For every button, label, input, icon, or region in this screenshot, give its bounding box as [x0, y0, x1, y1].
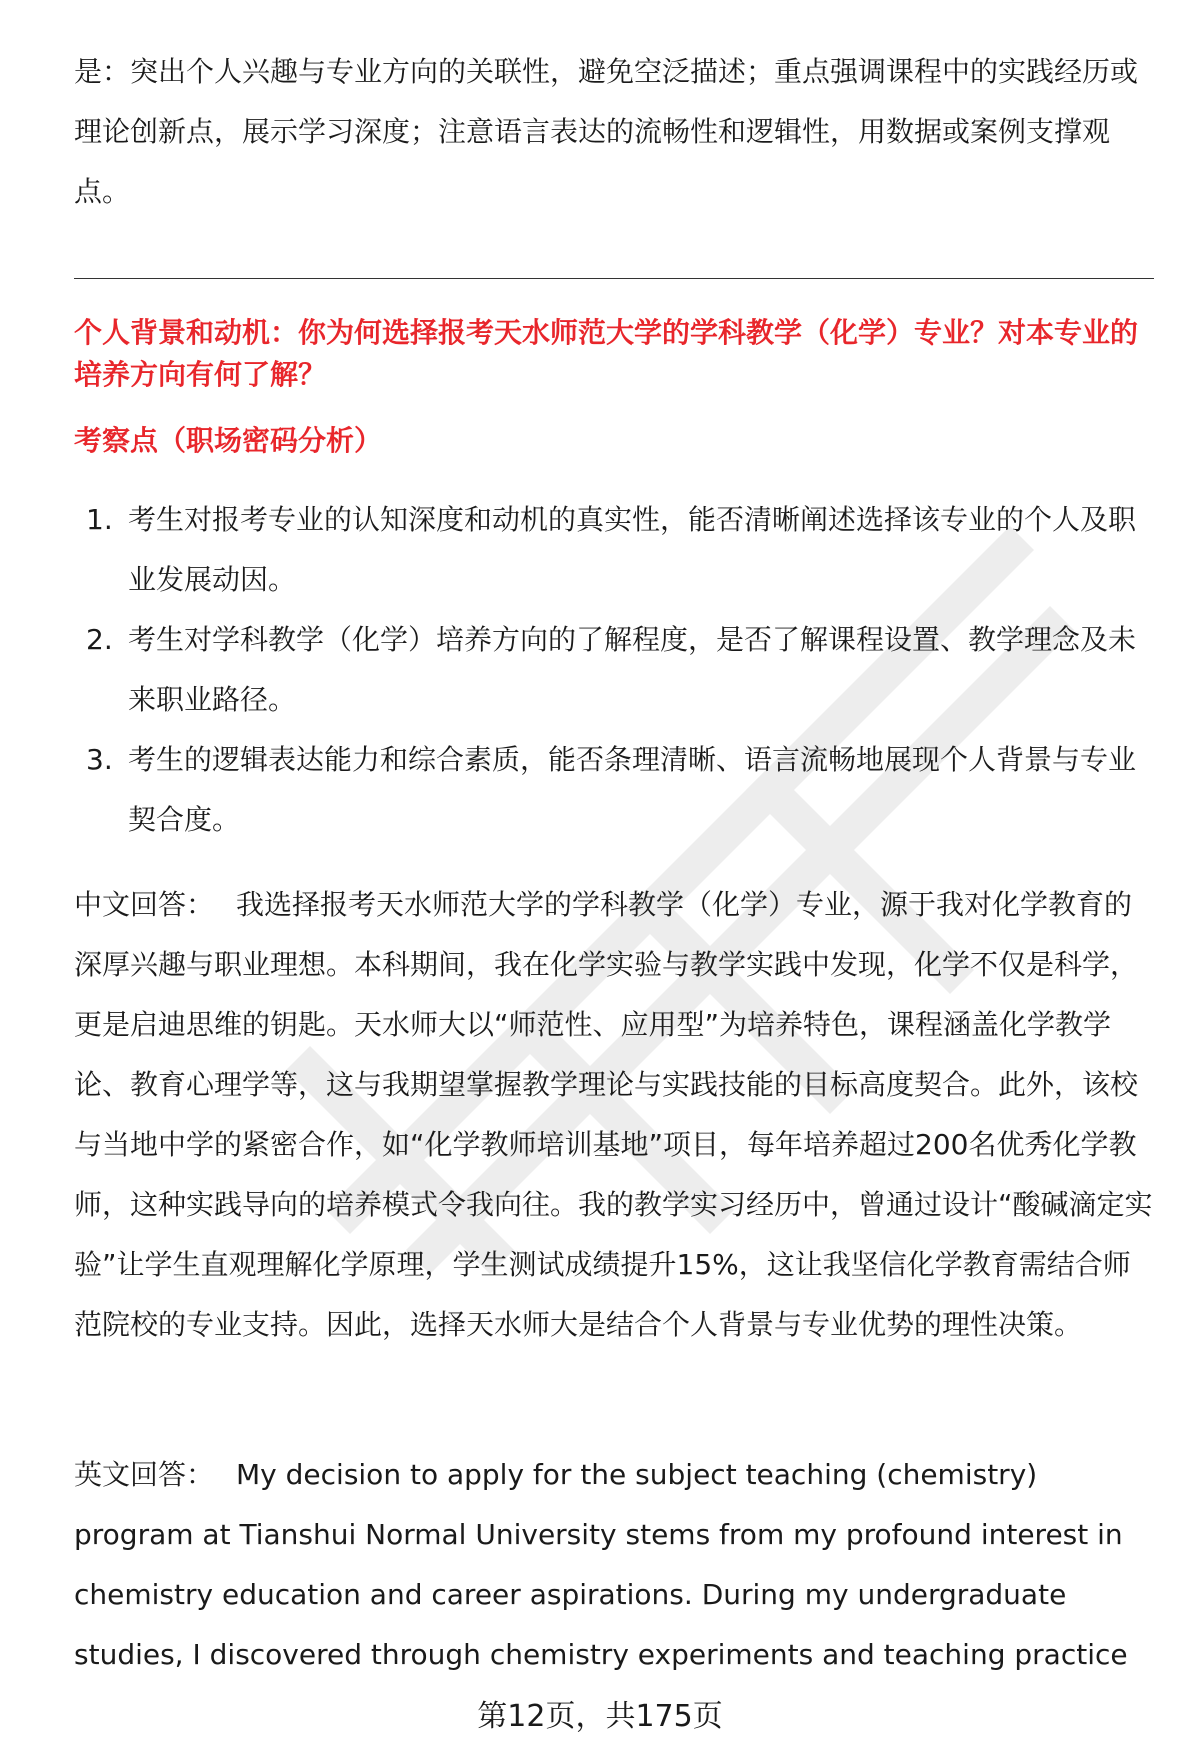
list-item — [74, 610, 1154, 730]
english-answer-label: 英文回答： — [74, 1458, 215, 1491]
chinese-answer-text: 我选择报考天水师范大学的学科教学（化学）专业，源于我对化学教育的深厚兴趣与职业理想。本科期间，我在化学实验与教学实践中发现，化学不仅是科学，更是启迪思维的钥匙。天水师大以“师范性、应用型”为培养特色，课程涵盖化学教学论、教育心理学等，这与我期望掌握教学理论与实践技能的目标高度契合。此外，该校与当地中学的紧密合作，如“化学教师培训基地”项目，每年培养超过200名优秀化学教师，这种实践导向的培养模式令我向往。我的教学实习经历中，曾通过设计“酸碱滴定实验”让学生直观理解化学原理，学生测试成绩提升15%，这让我坚信化学教育需结合师范院校的专业支持。因此，选择天水师大是结合个人背景与专业优势的理性决策。 — [74, 888, 1153, 1341]
list-item — [74, 730, 1154, 850]
list-item-text: 考生的逻辑表达能力和综合素质，能否条理清晰、语言流畅地展现个人背景与专业契合度。 — [128, 743, 1137, 836]
assessment-subheading: 考察点（职场密码分析） — [74, 424, 383, 457]
question-title: 个人背景和动机：你为何选择报考天水师范大学的学科教学（化学）专业？对本专业的培养方向有何了解？ — [74, 316, 1139, 391]
list-item-number: 3. — [86, 743, 113, 776]
list-item — [74, 490, 1154, 610]
english-answer-text: My decision to apply for the subject teaching (chemistry) program at Tianshui Normal University stems from my profound interest in chemistry education and career aspirations. During my undergraduate studies, I discovered through chemistry experiments and teaching practice — [74, 1458, 1128, 1671]
list-item-number: 1. — [86, 503, 113, 536]
english-answer-paragraph — [74, 1445, 1154, 1685]
page-number-footer: 第12页，共175页 — [477, 1699, 723, 1734]
chinese-answer-label: 中文回答： — [74, 888, 215, 921]
list-item-text: 考生对报考专业的认知深度和动机的真实性，能否清晰阐述选择该专业的个人及职业发展动因。 — [128, 503, 1137, 596]
section-divider — [74, 278, 1154, 279]
list-item-number: 2. — [86, 623, 113, 656]
assessment-points-list — [74, 490, 1154, 850]
intro-paragraph: 是：突出个人兴趣与专业方向的关联性，避免空泛描述；重点强调课程中的实践经历或理论创新点，展示学习深度；注意语言表达的流畅性和逻辑性，用数据或案例支撑观点。 — [74, 55, 1139, 208]
chinese-answer-paragraph — [74, 875, 1154, 1355]
list-item-text: 考生对学科教学（化学）培养方向的了解程度，是否了解课程设置、教学理念及未来职业路径。 — [128, 623, 1137, 716]
